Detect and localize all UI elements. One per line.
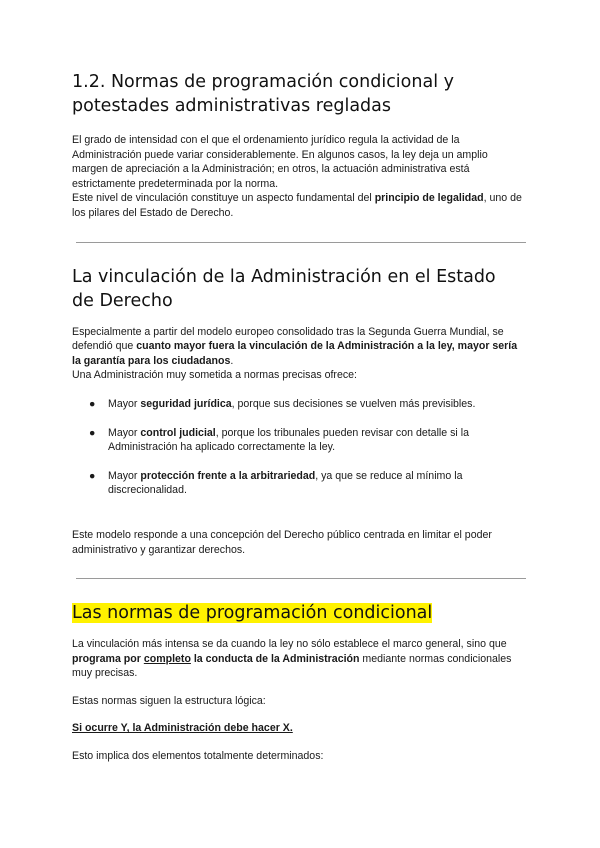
bullet-text-bold: seguridad jurídica xyxy=(140,397,232,410)
benefits-list xyxy=(72,397,532,498)
section3-heading xyxy=(72,601,532,625)
section1-paragraph-1: El grado de intensidad con el que el ordenamiento jurídico regula la actividad de la Administración puede variar considerablemente. En algunos casos, la ley deja un amplio margen de apreciación a la Administración; en otros, la actuación administrativa está estrictamente predeterminada por la norma. xyxy=(72,134,488,190)
section2-intro-bold: cuanto mayor fuera la vinculación de la Administración a la ley, mayor sería la garantía para los ciudadanos xyxy=(72,340,518,367)
bullet-text-post: , ya que se reduce al mínimo la discrecionalidad. xyxy=(108,469,463,497)
section1-p2-text-a: Este nivel de vinculación constituye un aspecto fundamental del xyxy=(72,192,375,205)
section2-closing: Este modelo responde a una concepción del Derecho público centrada en limitar el poder administrativo y garantizar derechos. xyxy=(72,528,492,556)
bullet-text-pre: Mayor xyxy=(108,397,141,410)
bullet-text-pre: Mayor xyxy=(108,469,141,482)
bullet-text-bold: protección frente a la arbitrariedad xyxy=(140,469,316,482)
section3-p1-bold: programa por xyxy=(72,652,144,665)
section2-intro-c: . xyxy=(230,354,234,367)
section2-heading: La vinculación de la Administración en el Estado de Derecho xyxy=(72,266,496,311)
list-item xyxy=(72,469,478,498)
list-item xyxy=(72,426,488,455)
section3-paragraph-1 xyxy=(72,637,530,681)
bullet-text-post: , porque sus decisiones se vuelven más previsibles. xyxy=(231,397,476,410)
highlighted-heading: Las normas de programación condicional xyxy=(72,603,433,624)
bullet-icon: ● xyxy=(89,469,96,482)
bullet-icon: ● xyxy=(89,397,96,410)
section2-intro-a: Especialmente a partir del modelo europeo consolidado tras la Segunda Guerra Mundial, se defendió que xyxy=(72,325,504,353)
section3-paragraph-2: Estas normas siguen la estructura lógica: xyxy=(72,694,266,707)
section3-paragraph-3: Esto implica dos elementos totalmente determinados: xyxy=(72,750,324,763)
section3-p1-underlined: completo xyxy=(143,652,191,665)
logic-rule-text: Si ocurre Y, la Administración debe hacer X. xyxy=(72,722,293,735)
section2-intro-2: Una Administración muy sometida a normas precisas ofrece: xyxy=(72,369,357,382)
bullet-text-bold: control judicial xyxy=(140,426,216,439)
section1-p2-text-c: , uno de los pilares del Estado de Derecho. xyxy=(72,192,522,219)
logic-rule xyxy=(72,721,532,736)
bullet-text-pre: Mayor xyxy=(108,426,141,439)
bullet-icon: ● xyxy=(89,426,96,439)
section1-paragraph-2 xyxy=(72,191,524,220)
divider-2 xyxy=(76,578,526,579)
section3-p1-bold-2: la conducta de la Administración xyxy=(190,652,360,665)
section3-p1-d: mediante normas condicionales muy precisas. xyxy=(72,652,512,680)
section2-intro xyxy=(72,325,528,369)
section3-p1-a: La vinculación más intensa se da cuando la ley no sólo establece el marco general, sino que xyxy=(72,638,507,651)
document-page xyxy=(72,70,532,764)
principio-legalidad-bold: principio de legalidad xyxy=(374,192,484,205)
divider-1 xyxy=(76,242,526,243)
list-item xyxy=(72,397,508,412)
section1-heading: 1.2. Normas de programación condicional y potestades administrativas regladas xyxy=(72,72,454,116)
bullet-text-post: , porque los tribunales pueden revisar con detalle si la Administración ha aplicado correctamente la ley. xyxy=(108,426,469,454)
